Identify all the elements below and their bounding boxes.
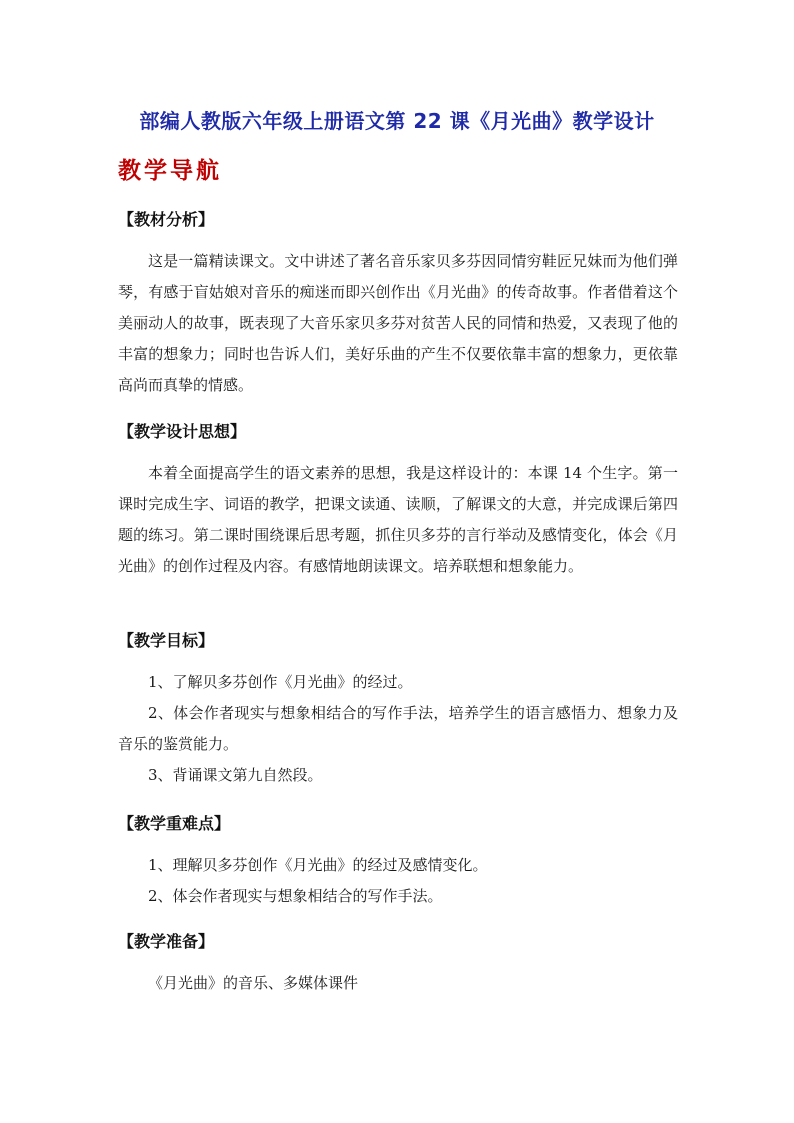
section-heading-analysis: 【教材分析】 [118,210,215,229]
section-heading-preparation: 【教学准备】 [118,932,215,951]
section-heading-key-points: 【教学重难点】 [118,814,231,833]
key-point-item: 1、理解贝多芬创作《月光曲》的经过及感情变化。 [148,856,488,874]
section-design [118,420,678,582]
section-analysis [118,208,678,401]
section-key-points [118,812,678,912]
goal-item: 3、背诵课文第九自然段。 [148,766,323,784]
nav-heading: 教学导航 [118,158,222,184]
design-paragraph: 本着全面提高学生的语文素养的思想，我是这样设计的：本课 14 个生字。第一课时完成生字、词语的教学，把课文读通、读顺，了解课文的大意，并完成课后第四题的练习。第二课时围绕课后思考题，抓住贝多芬的言行举动及感情变化，体会《月光曲》的创作过程及内容。有感情地朗读课文。培养联想和想象能力。 [118,464,678,575]
goal-item: 1、了解贝多芬创作《月光曲》的经过。 [148,673,413,691]
preparation-paragraph: 《月光曲》的音乐、多媒体课件 [148,974,359,992]
goal-item: 2、体会作者现实与想象相结合的写作手法，培养学生的语言感悟力、想象力及音乐的鉴赏能力。 [118,704,678,753]
section-heading-design: 【教学设计思想】 [118,422,247,441]
key-point-item: 2、体会作者现实与想象相结合的写作手法。 [148,887,443,905]
analysis-paragraph: 这是一篇精读课文。文中讲述了著名音乐家贝多芬因同情穷鞋匠兄妹而为他们弹琴，有感于盲姑娘对音乐的痴迷而即兴创作出《月光曲》的传奇故事。作者借着这个美丽动人的故事，既表现了大音乐家贝多芬对贫苦人民的同情和热爱，又表现了他的丰富的想象力；同时也告诉人们，美好乐曲的产生不仅要依靠丰富的想象力，更依靠高尚而真挚的情感。 [118,252,678,394]
section-heading-goals: 【教学目标】 [118,631,215,650]
section-preparation [118,930,678,999]
section-goals [118,629,678,791]
document-title: 部编人教版六年级上册语文第 22 课《月光曲》教学设计 [139,109,655,133]
